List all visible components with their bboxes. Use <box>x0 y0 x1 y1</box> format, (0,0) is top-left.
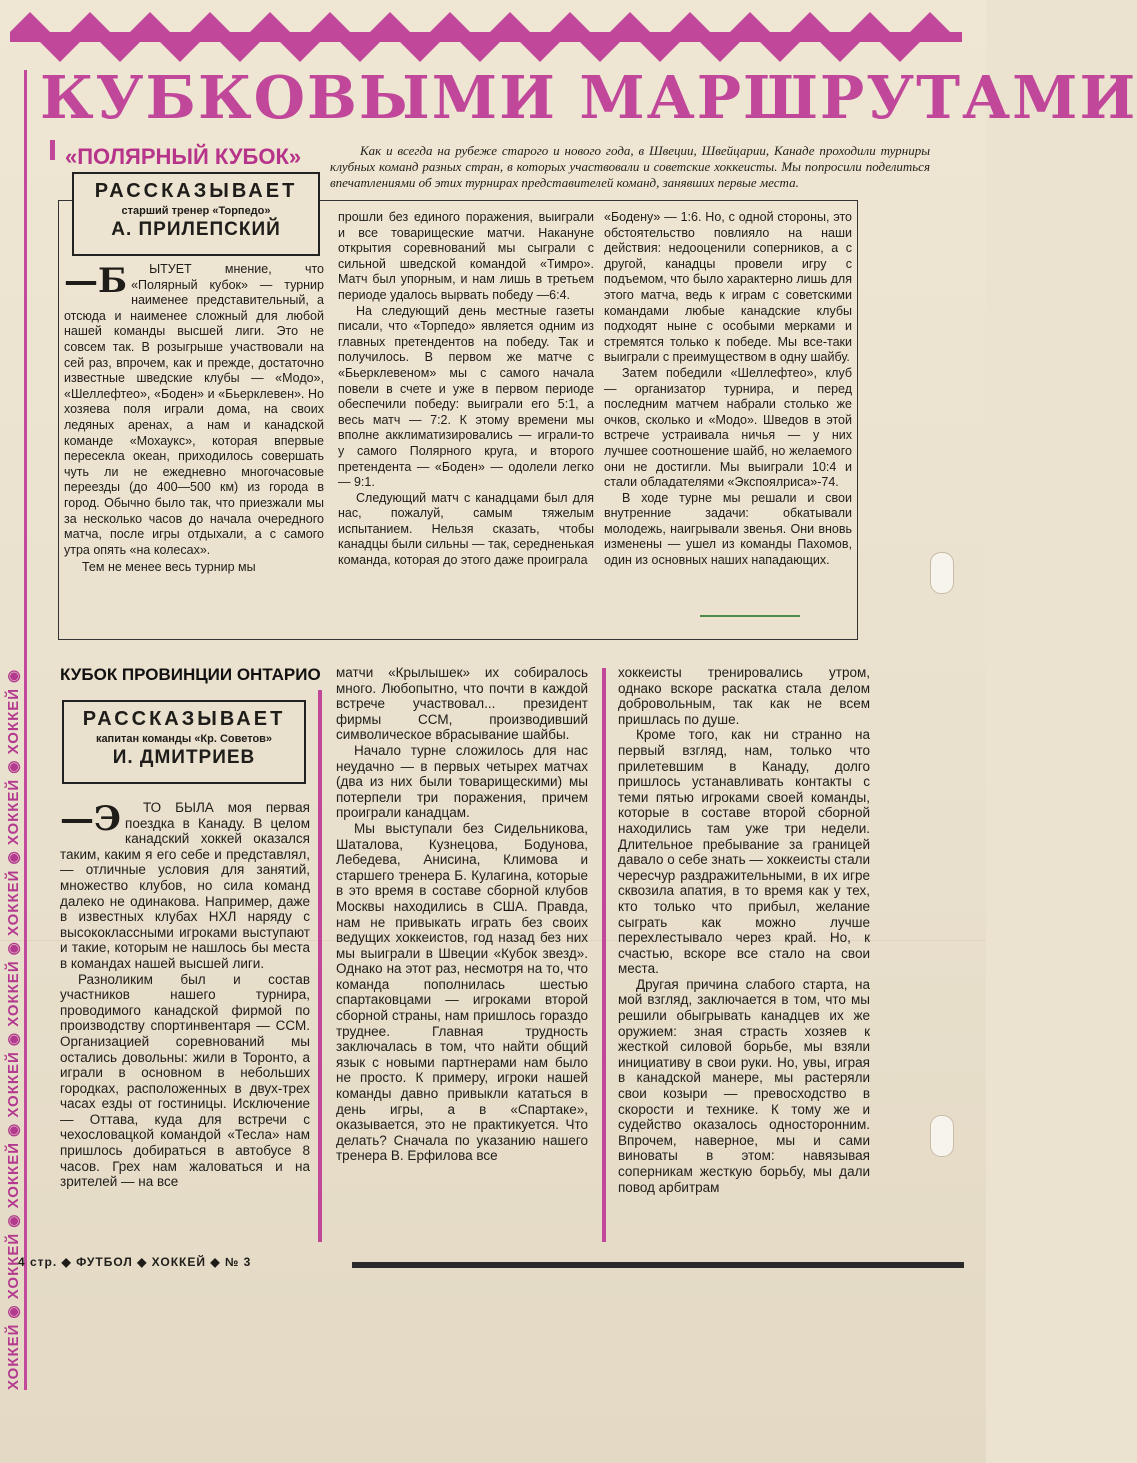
paragraph: хоккеисты тренировались утром, однако вскоре раскатка стала делом добровольным, так как не всем пришлась по душе. <box>618 665 870 727</box>
paragraph: Кроме того, как ни странно на первый взгляд, нам, только что прилетевшим в Канаду, долго пришлось устанавливать контакты с теми пятью игроками своей команды, которые в составе второй сборной находились там уже три недели. Длительное пребывание за границей давало о себе знать — хоккеисты стали чересчур раздражительными, в их игре сквозила апатия, в то время как у тех, кто только что прибыл, желание сыграть как можно лучше перехлестывало через край. Но, к счастью, вскоре все стало на свои места. <box>618 727 870 977</box>
paragraph: Другая причина слабого старта, на мой взгляд, заключается в том, что мы решили обыгрывать канадцев их же оружием: зная страсть хозяев к жесткой силовой борьбе, мы взяли инициативу в свои руки. Но, увы, играя в канадской манере, мы растеряли свои козыри — превосходство в скорости и технике. К тому же и судейство оказалось односторонним. Впрочем, наверное, мы и сами виноваты в этом: навязывая соперникам жесткую борьбу, мы дали повод арбитрам <box>618 976 870 1195</box>
pen-underline <box>700 615 800 617</box>
byline-name: И. ДМИТРИЕВ <box>112 747 256 768</box>
paragraph: ЫТУЕТ мнение, что «Полярный кубок» — турнир наименее представительный, а отсюда и наименее сложный для любой нашей команды высшей лиги. Это не совсем так. В розыгрыше участвовали на сей раз, впрочем, как и прежде, достаточно известные шведские клубы — «Модо», «Шеллефтео», «Боден» и «Бьерклевен». Но хозяева поля играли дома, на своих ледяных аренах, а нам и канадской команде «Мохаукс», которая впервые пересекла океан, приходилось совершать чуть ли не ежедневно многочасовые переезды (до 400—500 км) из города в город. Обычно было так, что приезжали мы за несколько часов до начала очередного матча, после игры отдыхали, а с самого утра опять «на колесах». <box>64 262 324 557</box>
paragraph: Мы выступали без Сидельникова, Шаталова, Кузнецова, Бодунова, Лебедева, Анисина, Климова и старшего тренера Б. Кулагина, которые в это время в составе сборной клубов Москвы находились в США. Правда, нам не привыкать играть без своих ведущих хоккеистов, год назад без них мы выиграли в Швеции «Кубок звезд». Однако на этот раз, несмотря на то, что команда пополнилась шестью спартаковцами — игроками второй сборной страны, нам пришлось гораздо труднее. Главная трудность заключалась в том, что найти общий язык с новыми партнерами нам было не просто. К примеру, игроки нашей команды давно привыкли кататься в день игры, а в «Спартаке», оказывается, это не практикуется. Что делать? Сначала по указанию нашего тренера В. Ерфилова все <box>336 820 588 1164</box>
paragraph: «Бодену» — 1:6. Но, с одной стороны, это обстоятельство повлияло на наши действия: недооценили соперников, а с другой, канадцы провели игру с подъемом, что было характерно лишь для этого матча, ведь к играм с советскими командами любые канадские клубы подходят ныне с особыми мерками и стремятся только к победе. Мы все-таки выиграли с преимуществом в одну шайбу. <box>604 210 852 365</box>
page-footer: 4 стр. ◆ ФУТБОЛ ◆ ХОККЕЙ ◆ № 3 <box>18 1255 252 1269</box>
paragraph: Начало турне сложилось для нас неудачно — в первых четырех матчах (два из них были товарищескими) мы потерпели три поражения, причем проиграли канадцам. <box>336 742 588 821</box>
paragraph: Тем не менее весь турнир мы <box>82 560 256 575</box>
byline-heading: РАССКАЗЫВАЕТ <box>94 180 298 202</box>
section1-column-2 <box>338 210 594 630</box>
paragraph: Затем победили «Шеллефтео», клуб — организатор турнира, и перед последним матчем набрали столько же очков, сколько и «Модо». Шведов в этой встрече устраивала ничья — у них лучшее соотношение шайб, но желаемого они не достигли. Мы выиграли 10:4 и стали обладателями «Экспоялриса»-74. <box>604 365 852 490</box>
section2-column-3 <box>618 665 870 1240</box>
intro-text: Как и всегда на рубеже старого и нового года, в Швеции, Швейцарии, Канаде проходили турниры клубных команд разных стран, в которых участвовали и советские хоккеисты. Мы попросили поделиться впечатлениями об этих турнирах представителей команд, занявших первые места. <box>330 143 930 190</box>
byline-name: А. ПРИЛЕПСКИЙ <box>111 219 281 240</box>
section2-column-1 <box>60 800 310 1240</box>
dropcap: —Э <box>60 799 122 839</box>
section1-title: «ПОЛЯРНЫЙ КУБОК» <box>65 144 302 169</box>
section1-byline-box <box>72 172 320 256</box>
byline-role: старший тренер «Торпедо» <box>121 205 271 217</box>
title-accent-mark <box>50 140 55 160</box>
section2-title: КУБОК ПРОВИНЦИИ ОНТАРИО <box>60 665 321 684</box>
paragraph: ТО БЫЛА моя первая поездка в Канаду. В целом канадский хоккей оказался таким, каким я его себе и представлял,— отличные условия для занятий, множество клубов, но сила команд далеко не одинакова. Например, даже в известных клубах НХЛ наряду с высококлассными игроками выступают и такие, которым не нашлось бы места в командах нашей высшей лиги. <box>60 800 310 971</box>
dropcap: —Б <box>64 261 128 301</box>
paragraph: прошли без единого поражения, выиграли и все товарищеские матчи. Накануне открытия соревнований мы сыграли с сильной шведской командой «Тимро». Матч был упорным, и нам лишь в третьем периоде удалось вырвать победу —6:4. <box>338 210 594 302</box>
paragraph: Разноликим был и состав участников нашего турнира, проводимого канадской фирмой по производству спортинвентаря — ССМ. Организацией соревнований мы остались довольны: жили в Торонто, а играли в основном в небольших городках, расположенных в двух-трех часах езды от гостиницы. Исключение — Оттава, куда для встречи с чехословацкой командой «Тесла» нам пришлось добираться в автобусе 8 часов. Грех нам жаловаться и на зрителей — на все <box>60 971 310 1190</box>
section2-column-2 <box>336 665 588 1240</box>
column-divider <box>602 668 606 1242</box>
decorative-zigzag-border <box>10 12 962 62</box>
paragraph: В ходе турне мы решали и свои внутренние задачи: обкатывали молодежь, наигрывали звенья. Они вновь изменены — ушел из команды Пахомов, один из основных наших нападающих. <box>604 490 852 568</box>
page-headline: КУБКОВЫМИ МАРШРУТАМИ <box>40 63 1137 132</box>
section1-column-3 <box>604 210 852 630</box>
section1-column-1 <box>64 262 324 632</box>
section2-byline-box <box>62 700 306 784</box>
paragraph: Следующий матч с канадцами был для нас, пожалуй, самым тяжелым испытанием. Нельзя сказать, чтобы канадцы были сильны — так, середненькая команда, которая до этого даже проиграла <box>338 490 594 568</box>
paragraph: На следующий день местные газеты писали, что «Торпедо» является одним из главных претендентов на победу. Так и получилось. В первом же матче с «Бьерклевеном» мы с самого начала повели в счете и уже в первом периоде обеспечили победу: выиграли его 5:1, а весь матч — 7:2. К этому времени мы вполне акклиматизировались — играли-то у самого Полярного круга, и второго претендента — «Боден» — одолели легко — 9:1. <box>338 303 594 490</box>
binder-hole <box>930 552 954 594</box>
byline-heading: РАССКАЗЫВАЕТ <box>82 708 286 730</box>
column-divider <box>318 690 322 1242</box>
binder-hole <box>930 1115 954 1157</box>
side-hockey-label: ХОККЕЙ ◉ ХОККЕЙ ◉ ХОККЕЙ ◉ ХОККЕЙ ◉ ХОККЕЙ ◉ ХОККЕЙ ◉ ХОККЕЙ ◉ ХОККЕЙ ◉ <box>5 668 22 1390</box>
byline-role: капитан команды «Кр. Советов» <box>95 733 273 745</box>
paragraph: матчи «Крылышек» их собиралось много. Любопытно, что почти в каждой встрече участвовал... президент фирмы ССМ, производивший символическое вбрасывание шайбы. <box>336 665 588 743</box>
footer-rule <box>352 1262 964 1268</box>
